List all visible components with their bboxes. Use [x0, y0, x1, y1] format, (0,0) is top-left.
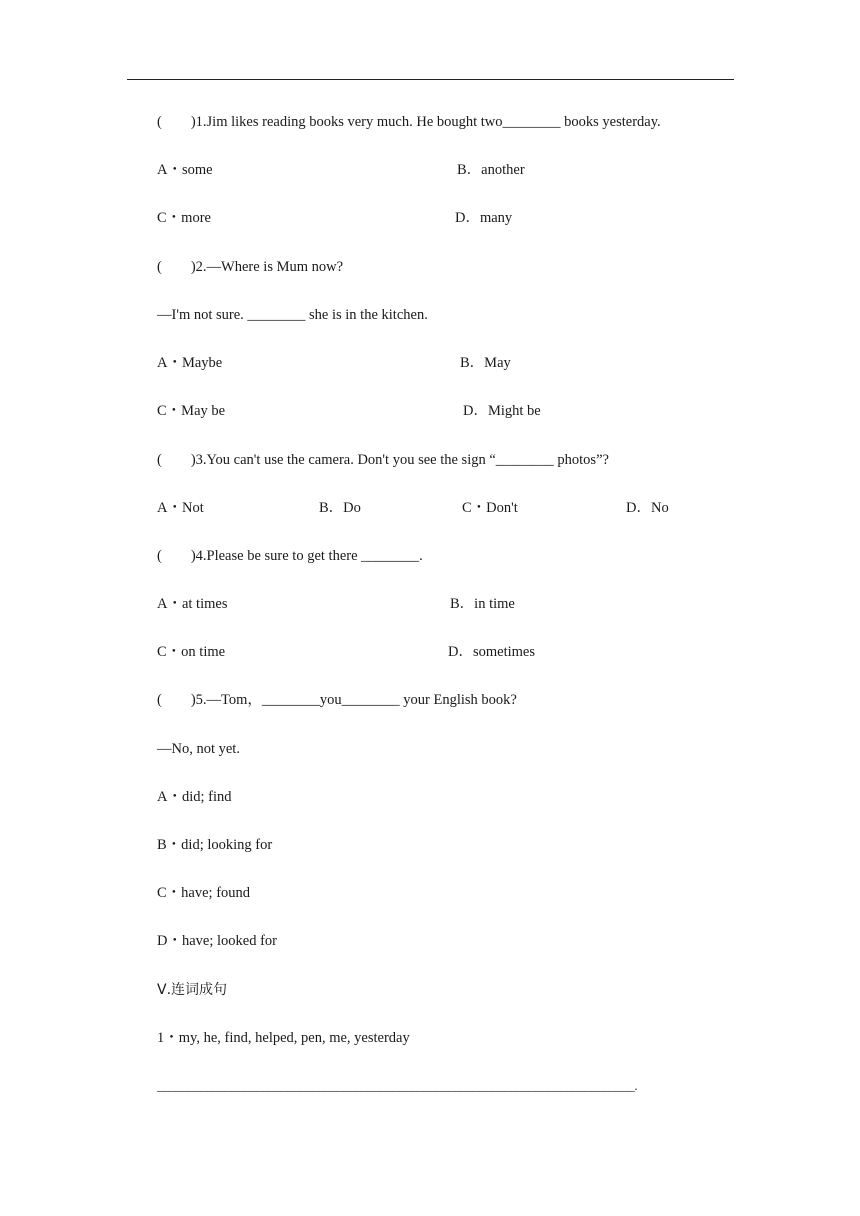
q4-option-d: D．sometimes	[448, 644, 535, 660]
header-rule	[127, 79, 734, 80]
sentence-item-1: 1・my, he, find, helped, pen, me, yesterday	[157, 1030, 410, 1046]
q5-option-d: D・have; looked for	[157, 933, 277, 949]
section-heading: Ⅴ.连词成句	[157, 982, 228, 998]
q5-reply: —No, not yet.	[157, 741, 240, 757]
q2-reply: —I'm not sure. ________ she is in the kitchen.	[157, 307, 428, 323]
q2-option-c: C・May be	[157, 403, 226, 419]
q3-option-a: A・Not	[157, 500, 204, 516]
q3-option-b: B．Do	[319, 500, 361, 516]
q5-option-b: B・did; looking for	[157, 837, 273, 853]
q1-option-c: C・more	[157, 210, 211, 226]
answer-line: _____________________________________________________________________________.	[157, 1078, 638, 1093]
q4-option-b: B．in time	[450, 596, 515, 612]
q4-option-a: A・at times	[157, 596, 228, 612]
q5-stem: ( )5.—Tom，________you________ your English book?	[157, 692, 517, 708]
q3-option-c: C・Don't	[462, 500, 518, 516]
q1-option-b: B．another	[457, 162, 525, 178]
q5-option-c: C・have; found	[157, 885, 251, 901]
q3-stem: ( )3.You can't use the camera. Don't you see the sign “________ photos”?	[157, 452, 609, 468]
q4-stem: ( )4.Please be sure to get there ________.	[157, 548, 423, 564]
q5-option-a: A・did; find	[157, 789, 232, 805]
q1-option-a: A・some	[157, 162, 213, 178]
q2-stem: ( )2.—Where is Mum now?	[157, 259, 344, 275]
q3-option-d: D．No	[626, 500, 669, 516]
q4-option-c: C・on time	[157, 644, 226, 660]
q2-option-b: B．May	[460, 355, 511, 371]
q1-option-d: D．many	[455, 210, 513, 226]
q2-option-d: D．Might be	[463, 403, 541, 419]
q1-stem: ( )1.Jim likes reading books very much. He bought two________ books yesterday.	[157, 114, 661, 130]
q2-option-a: A・Maybe	[157, 355, 223, 371]
